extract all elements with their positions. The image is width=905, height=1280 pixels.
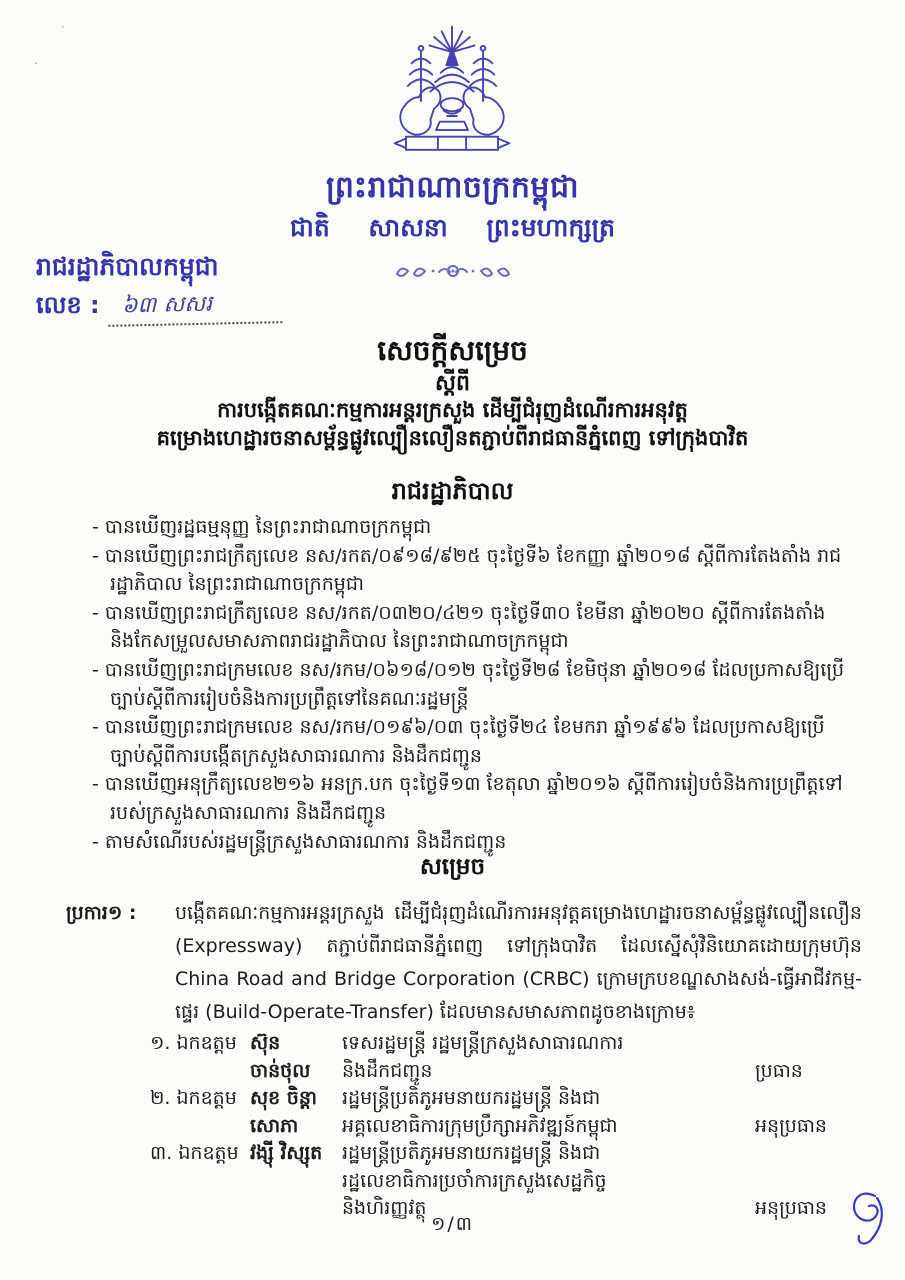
member-honorific: ឯកឧត្តម	[178, 1142, 239, 1164]
member-role: អនុប្រធាន	[755, 1114, 827, 1137]
article-separator: :	[128, 902, 137, 924]
article-number: ប្រការ១	[66, 902, 123, 924]
citation-item: - បានឃើញរដ្ឋធម្មនុញ្ញ នៃព្រះរាជាណាចក្រកម្ពុជា	[92, 516, 432, 538]
member-name: សុខ ចិន្តាសោភា	[250, 1087, 317, 1137]
member-number	[150, 1140, 250, 1223]
signature-initials-icon	[845, 1186, 889, 1250]
citation-item: - បានឃើញអនុក្រឹត្យលេខ២១៦ អនក្រ.បក ចុះថ្ងៃទី១៣ ខែតុលា ឆ្នាំ២០១៦ ស្តីពីការរៀបចំនិងការប្រព្រឹត្តទៅ របស់ក្រសួងសាធារណការ និងដឹកជញ្ជូន	[92, 773, 843, 824]
member-position-line: រដ្ឋមន្ត្រីប្រតិភូអមនាយករដ្ឋមន្ត្រី និងជា	[342, 1087, 601, 1109]
member-honorific: ឯកឧត្តម	[176, 1087, 237, 1109]
member-position-line: និងដឹកជញ្ជូន	[342, 1059, 433, 1082]
member-position	[342, 1085, 674, 1140]
page-number: ១/៣	[430, 1213, 475, 1235]
member-number	[150, 1085, 250, 1140]
article-1	[66, 897, 862, 1029]
royal-arms-crest	[372, 22, 532, 167]
member-list	[150, 1030, 862, 1223]
letterhead	[36, 252, 282, 325]
member-position	[342, 1140, 674, 1223]
member-row	[150, 1085, 862, 1140]
member-position-line: រដ្ឋលេខាធិការប្រចាំការក្រសួងសេដ្ឋកិច្ច	[342, 1169, 607, 1192]
decision-title: សេចក្តីសម្រេច	[377, 334, 528, 367]
member-number	[150, 1030, 250, 1085]
flourish-divider-icon	[391, 262, 515, 280]
member-position-line: និងហិរញ្ញវត្ថុ	[342, 1197, 427, 1219]
member-position-line: ទេសរដ្ឋមន្ត្រី រដ្ឋមន្ត្រីក្រសួងសាធារណការ	[342, 1032, 624, 1054]
member-row	[150, 1030, 862, 1085]
member-position-line: រដ្ឋមន្ត្រីប្រតិភូអមនាយករដ្ឋមន្ត្រី និងជា	[342, 1142, 601, 1164]
subject-line-1: ការបង្កើតគណៈកម្មការអន្តរក្រសួង ដើម្បីជំរុញដំណើរការអនុវត្ត	[217, 398, 688, 422]
member-name: វង្ស៊ី វិស្សុត	[250, 1142, 323, 1164]
member-role: ប្រធាន	[755, 1059, 803, 1082]
member-index: ២.	[150, 1087, 171, 1109]
citation-item: - បានឃើញព្រះរាជក្រមលេខ នស/រកម/០៦១៨/០១២ ចុះថ្ងៃទី២៨ ខែមិថុនា ឆ្នាំ២០១៨ ដែលប្រកាសឱ្យប្រើ ច្បាប់ស្តីពីការរៀបចំនិងការប្រព្រឹត្តទៅនៃគណៈរដ្ឋមន្ត្រី	[92, 658, 845, 710]
decides-heading: សម្រេច	[419, 854, 486, 880]
citation-list	[92, 513, 865, 856]
member-position-line: អគ្គលេខាធិការក្រុមប្រឹក្សាអភិវឌ្ឍន៍កម្ពុជា	[342, 1114, 618, 1137]
subject-line-2: គម្រោងហេដ្ឋារចនាសម្ព័ន្ធផ្លូវល្បឿនលឿនតភ្ជាប់ពីរាជធានីភ្នំពេញ ទៅក្រុងបាវិត	[156, 426, 749, 450]
citation-item: - បានឃើញព្រះរាជក្រឹត្យលេខ នស/រកត/០៩១៨/៩២៥ ចុះថ្ងៃទី៦ ខែកញ្ញា ឆ្នាំ២០១៨ ស្តីពីការតែងតាំង រាជរដ្ឋាភិបាល នៃព្រះរាជាណាចក្រកម្ពុជា	[92, 544, 842, 596]
member-role: អនុប្រធាន	[755, 1197, 827, 1219]
citation-item: - បានឃើញព្រះរាជក្រមលេខ នស/រកម/០១៩៦/០៣ ចុះថ្ងៃទី២៤ ខែមករា ឆ្នាំ១៩៩៦ ដែលប្រកាសឱ្យប្រើ ច្បាប់ស្តីពីការបង្កើតក្រសួងសាធារណការ និងដឹកជញ្ជូន	[92, 716, 825, 767]
national-motto: ជាតិ សាសនា ព្រះមហាក្សត្រ	[290, 213, 615, 242]
article-label	[66, 897, 175, 1029]
member-honorific: ឯកឧត្តម	[176, 1032, 237, 1054]
citation-item: - តាមសំណើរបស់រដ្ឋមន្ត្រីក្រសួងសាធារណការ និងដឹកជញ្ជូន	[92, 830, 507, 853]
pen-mark: .	[34, 54, 38, 67]
document-number-value: ៦៣ សសរ	[107, 288, 282, 327]
government-heading: រាជរដ្ឋាភិបាល	[391, 477, 514, 505]
subject-prefix: ស្តីពី	[435, 371, 470, 396]
member-index: ៣.	[150, 1142, 173, 1164]
document-number-label: លេខ :	[36, 291, 100, 319]
member-index: ១.	[150, 1032, 171, 1054]
member-position	[342, 1030, 674, 1085]
pen-mark: `	[54, 23, 67, 38]
signature-initials	[845, 1186, 889, 1254]
member-name: ស៊ុន ចាន់ថុល	[250, 1032, 311, 1082]
letterhead-government: រាជរដ្ឋាភិបាលកម្ពុជា	[36, 252, 219, 281]
article-text: បង្កើតគណៈកម្មការអន្តរក្រសួង ដើម្បីជំរុញដំណើរការអនុវត្តគម្រោងហេដ្ឋារចនាសម្ព័ន្ធផ្លូវល្បឿនលឿន (Expressway) តភ្ជាប់ពីរាជធានីភ្នំពេញ ទៅក្រុងបាវិត ដែលស្នើសុំវិនិយោគដោយក្រុមហ៊ុន China Road and Bridge Corporation (CRBC) ក្រោមក្របខណ្ឌសាងសង់-ធ្វើអាជីវកម្ម-ផ្ទេរ (Build-Operate-Transfer) ដែលមានសមាសភាពដូចខាងក្រោម៖	[175, 902, 862, 1023]
kingdom-title: ព្រះរាជាណាចក្រកម្ពុជា	[325, 170, 580, 205]
document-number-row	[36, 290, 282, 325]
royal-arms-crest-icon	[372, 22, 532, 163]
citation-item: - បានឃើញព្រះរាជក្រឹត្យលេខ នស/រកត/០៣២០/៤២១ ចុះថ្ងៃទី៣០ ខែមីនា ឆ្នាំ២០២០ ស្តីពីការតែងតាំង និងកែសម្រួលសមាសភាពរាជរដ្ឋាភិបាល នៃព្រះរាជាណាចក្រកម្ពុជា	[92, 601, 826, 653]
member-row	[150, 1140, 862, 1223]
